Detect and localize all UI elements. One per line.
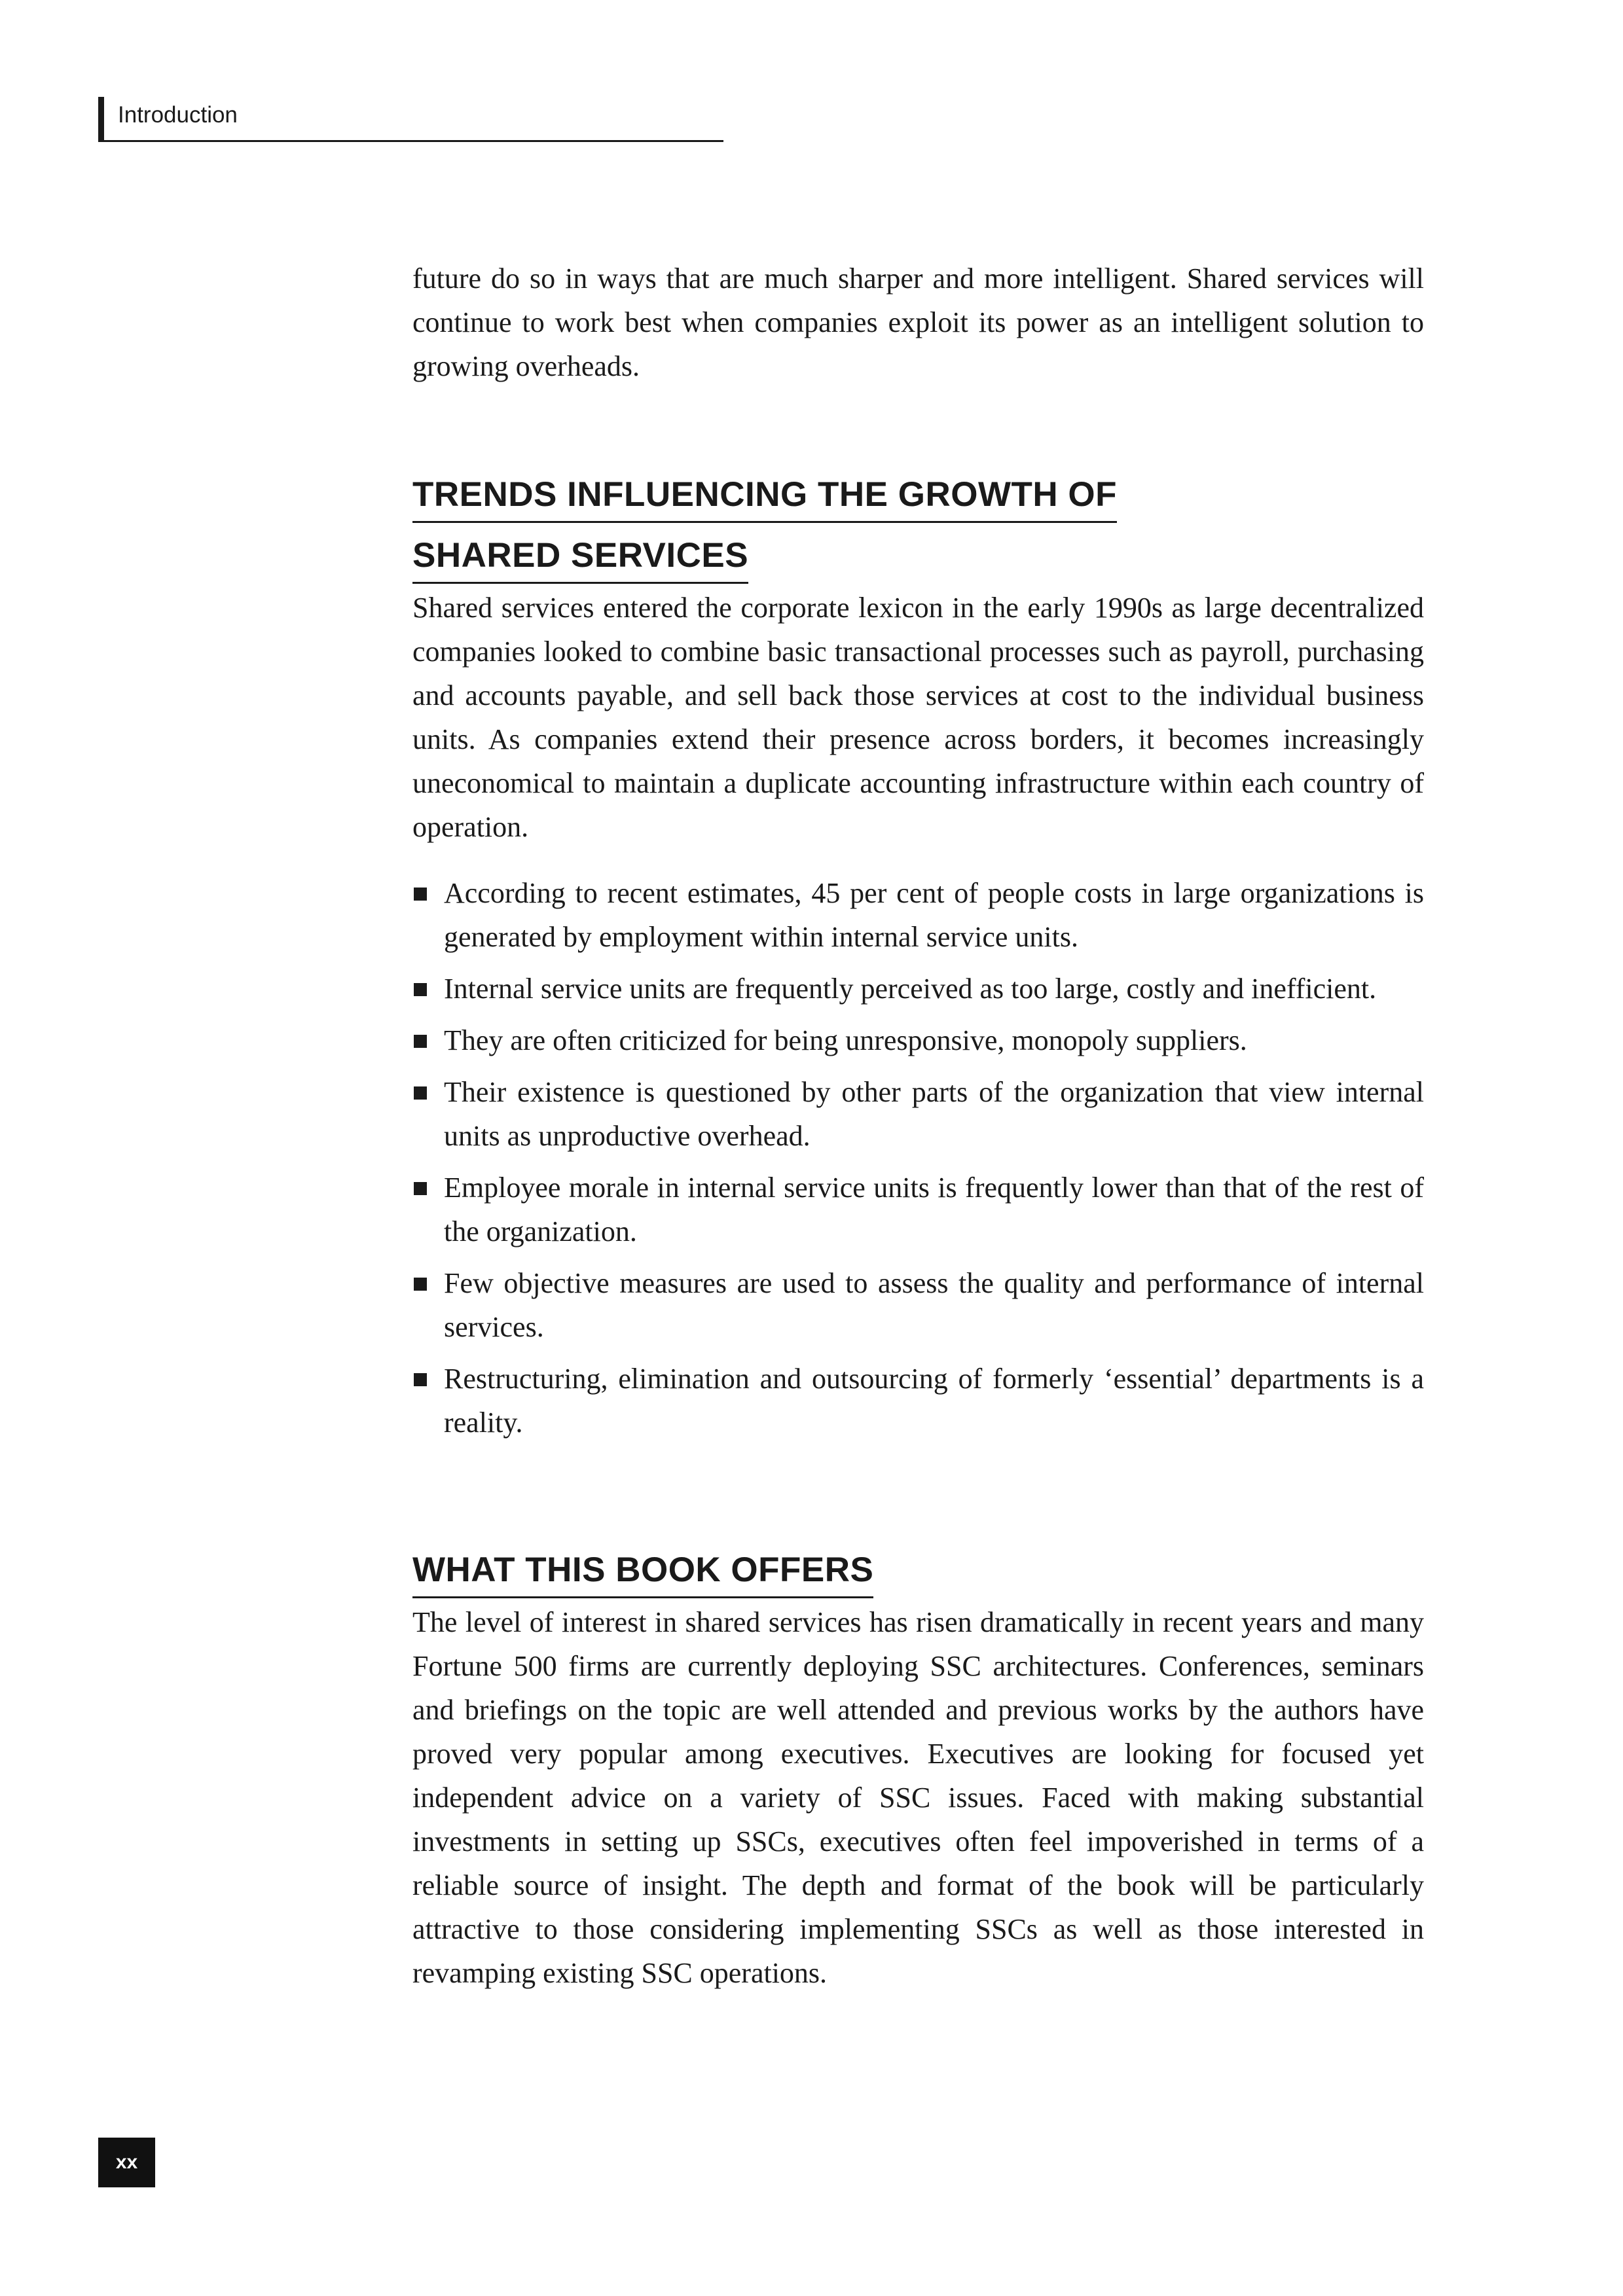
- bullet-square-icon: [414, 983, 427, 996]
- list-item: [412, 871, 1424, 959]
- running-head-label: Introduction: [118, 102, 238, 128]
- trends-bullet-list: [412, 871, 1424, 1444]
- offers-paragraph: The level of interest in shared services has risen dramatically in recent years and many Fortune 500 firms are currently deploying SSC architectures. Conferences, seminars and briefings on the topic are well attended and previous works by the authors have proved very popular among executives. Executives are looking for focused yet independent advice on a variety of SSC issues. Faced with making substantial investments in setting up SSCs, executives often feel impoverished in terms of a reliable source of insight. The depth and format of the book will be particularly attractive to those considering implementing SSCs as well as those interested in revamping existing SSC operations.: [412, 1606, 1424, 1989]
- bullet-square-icon: [414, 1278, 427, 1291]
- list-item: [412, 1070, 1424, 1158]
- trends-paragraph: Shared services entered the corporate lexicon in the early 1990s as large decentralized companies looked to combine basic transactional processes such as payroll, purchasing and accounts payable, and sell back those services at cost to the individual business units. As companies extend their presence across borders, it becomes increasingly uneconomical to maintain a duplicate accounting infrastructure within each country of operation.: [412, 592, 1424, 843]
- bullet-square-icon: [414, 1035, 427, 1048]
- list-item: [412, 1261, 1424, 1349]
- bullet-square-icon: [414, 1373, 427, 1386]
- trends-heading: [412, 464, 1424, 586]
- page-number: xx: [98, 2138, 155, 2187]
- bullet-text: Restructuring, elimination and outsourcing of formerly ‘essential’ departments is a reality.: [444, 1363, 1424, 1439]
- page-content: [412, 257, 1424, 1995]
- bullet-square-icon: [414, 1182, 427, 1195]
- list-item: [412, 1357, 1424, 1444]
- running-head: [98, 97, 723, 142]
- running-head-bar: [98, 97, 104, 141]
- bullet-text: They are often criticized for being unresponsive, monopoly suppliers.: [444, 1024, 1247, 1056]
- list-item: [412, 1166, 1424, 1253]
- offers-heading: [412, 1539, 1424, 1600]
- intro-paragraph: future do so in ways that are much sharper and more intelligent. Shared services will continue to work best when companies exploit its power as an intelligent solution to growing overheads.: [412, 262, 1424, 382]
- bullet-text: Internal service units are frequently perceived as too large, costly and inefficient.: [444, 973, 1377, 1005]
- bullet-text: Their existence is questioned by other parts of the organization that view internal units as unproductive overhead.: [444, 1076, 1424, 1152]
- bullet-text: According to recent estimates, 45 per cent of people costs in large organizations is generated by employment within internal service units.: [444, 877, 1424, 953]
- bullet-text: Employee morale in internal service units is frequently lower than that of the rest of the organization.: [444, 1172, 1424, 1247]
- bullet-square-icon: [414, 1086, 427, 1100]
- trends-heading-line2: SHARED SERVICES: [412, 529, 748, 584]
- list-item: [412, 1018, 1424, 1062]
- bullet-text: Few objective measures are used to assess the quality and performance of internal services.: [444, 1267, 1424, 1343]
- list-item: [412, 967, 1424, 1011]
- trends-heading-line1: TRENDS INFLUENCING THE GROWTH OF: [412, 469, 1117, 523]
- bullet-square-icon: [414, 888, 427, 901]
- offers-heading-text: WHAT THIS BOOK OFFERS: [412, 1544, 873, 1598]
